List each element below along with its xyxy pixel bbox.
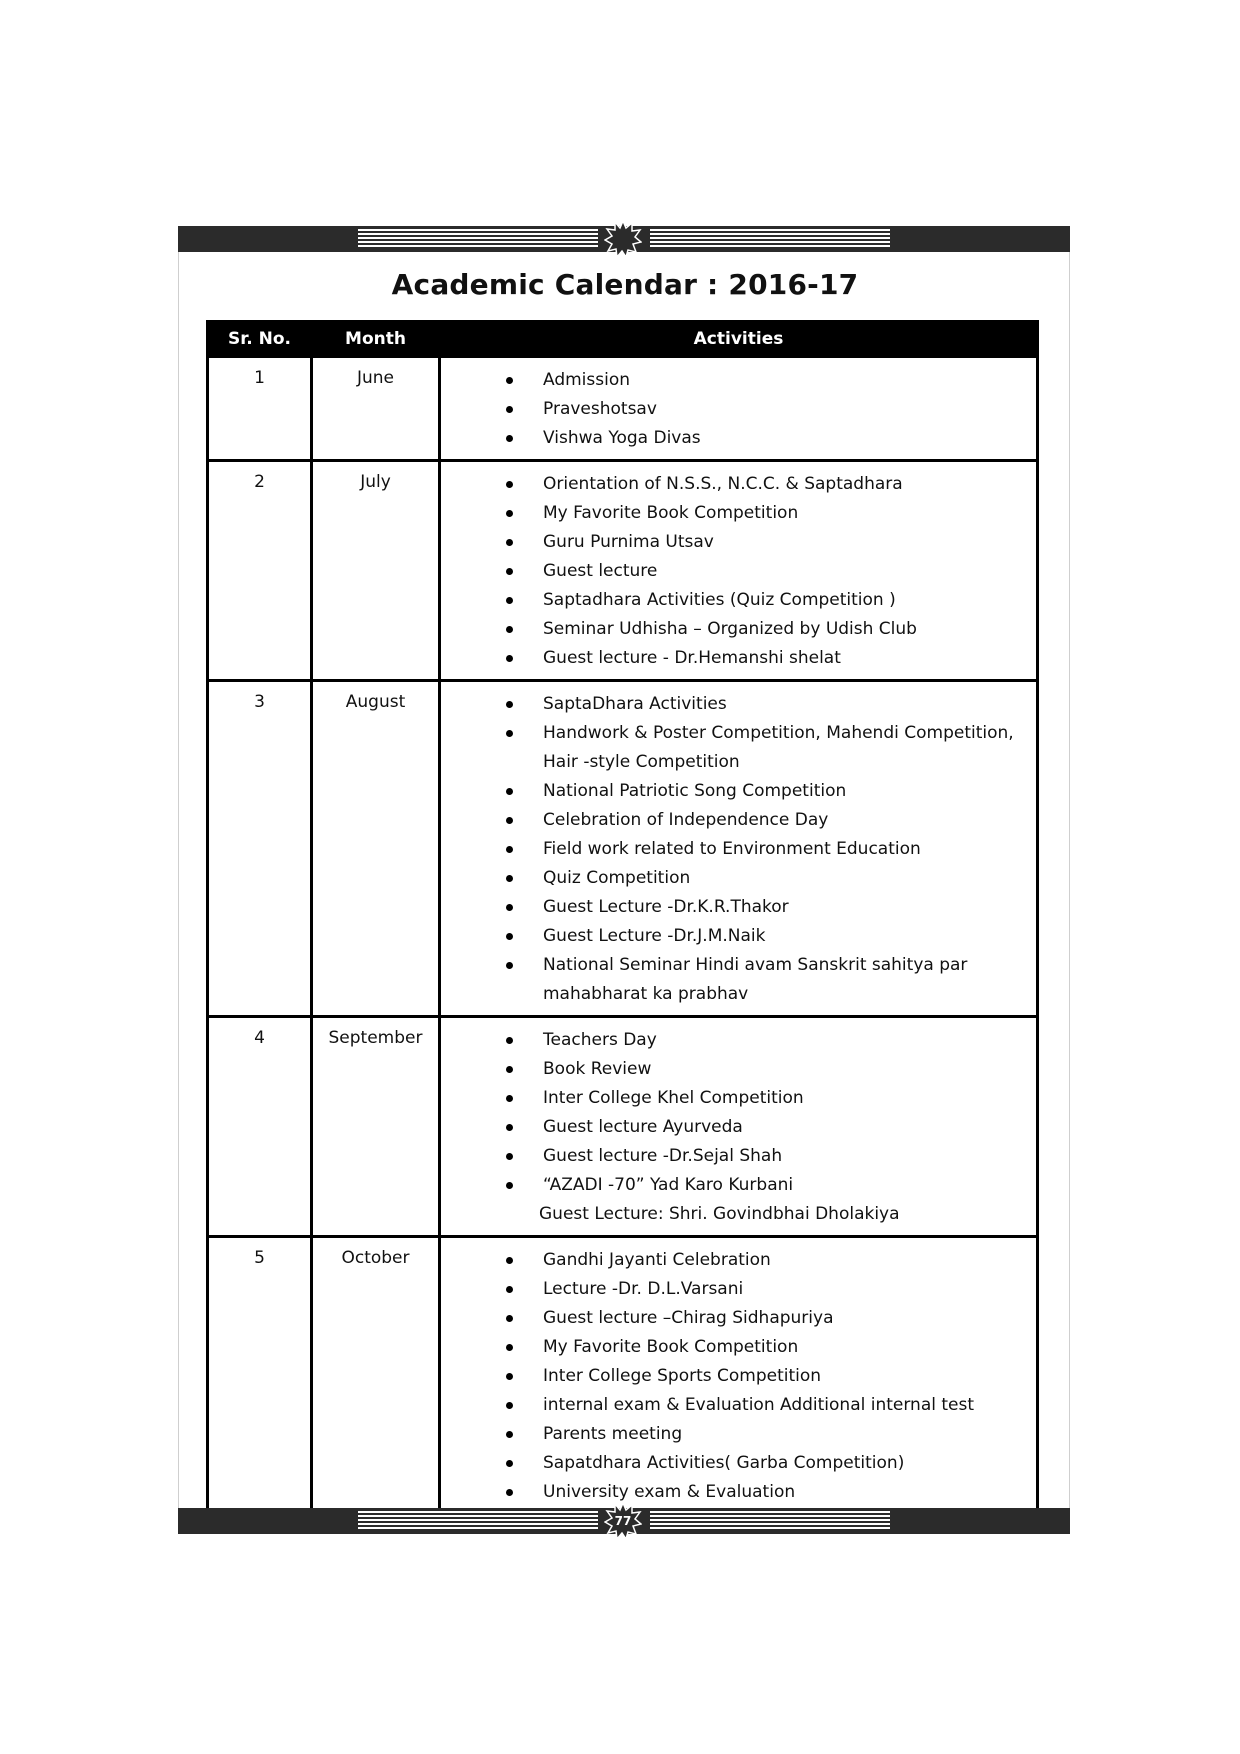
table-row bbox=[208, 1237, 1038, 1515]
activity-item: Praveshotsav bbox=[441, 395, 1026, 424]
activity-item: Guest Lecture -Dr.K.R.Thakor bbox=[441, 893, 1026, 922]
activity-item: Orientation of N.S.S., N.C.C. & Saptadhara bbox=[441, 470, 1026, 499]
sr-no-cell: 1 bbox=[208, 357, 312, 461]
page-number: 77 bbox=[614, 1514, 632, 1528]
activity-item: Guest lecture - Dr.Hemanshi shelat bbox=[441, 644, 1026, 673]
activities-cell bbox=[440, 681, 1038, 1017]
activity-item: National Patriotic Song Competition bbox=[441, 777, 1026, 806]
month-cell: August bbox=[312, 681, 440, 1017]
page-number-badge bbox=[604, 1502, 642, 1540]
sr-no-cell: 4 bbox=[208, 1017, 312, 1237]
activity-item: National Seminar Hindi avam Sanskrit sahitya par mahabharat ka prabhav bbox=[441, 951, 1026, 1009]
activity-item: Guest lecture -Dr.Sejal Shah bbox=[441, 1142, 1026, 1171]
activity-item: Guest lecture Ayurveda bbox=[441, 1113, 1026, 1142]
activity-item: internal exam & Evaluation Additional internal test bbox=[441, 1391, 1026, 1420]
activity-item: Quiz Competition bbox=[441, 864, 1026, 893]
activity-item: Parents meeting bbox=[441, 1420, 1026, 1449]
ornament-stripes-left bbox=[358, 1511, 598, 1531]
month-cell: September bbox=[312, 1017, 440, 1237]
activity-item: SaptaDhara Activities bbox=[441, 690, 1026, 719]
header-sr-no: Sr. No. bbox=[208, 322, 312, 357]
sr-no-cell: 3 bbox=[208, 681, 312, 1017]
activity-item: Book Review bbox=[441, 1055, 1026, 1084]
table-row bbox=[208, 461, 1038, 681]
ornament-stripes-left bbox=[358, 229, 598, 249]
table-row bbox=[208, 357, 1038, 461]
activities-cell bbox=[440, 1237, 1038, 1515]
activity-item: Inter College Khel Competition bbox=[441, 1084, 1026, 1113]
activity-item: Vishwa Yoga Divas bbox=[441, 424, 1026, 453]
activity-item: Admission bbox=[441, 366, 1026, 395]
ornament-badge-icon bbox=[604, 220, 642, 258]
academic-calendar-table bbox=[206, 320, 1039, 1516]
bottom-ornament-band bbox=[178, 1508, 1070, 1534]
activity-item: My Favorite Book Competition bbox=[441, 1333, 1026, 1362]
top-ornament-band bbox=[178, 226, 1070, 252]
activities-cell bbox=[440, 461, 1038, 681]
header-month: Month bbox=[312, 322, 440, 357]
activities-cell bbox=[440, 1017, 1038, 1237]
activity-item: Celebration of Independence Day bbox=[441, 806, 1026, 835]
activity-item: University exam & Evaluation bbox=[441, 1478, 1026, 1507]
activity-item: Guest lecture –Chirag Sidhapuriya bbox=[441, 1304, 1026, 1333]
activity-item: Teachers Day bbox=[441, 1026, 1026, 1055]
month-cell: June bbox=[312, 357, 440, 461]
activity-item: Guru Purnima Utsav bbox=[441, 528, 1026, 557]
table-row bbox=[208, 1017, 1038, 1237]
ornament-stripes-right bbox=[650, 1511, 890, 1531]
activity-list bbox=[441, 690, 1026, 1009]
activity-list bbox=[441, 1246, 1026, 1507]
activity-item: Seminar Udhisha – Organized by Udish Club bbox=[441, 615, 1026, 644]
table-header-row bbox=[208, 322, 1038, 357]
activity-item: Sapatdhara Activities( Garba Competition) bbox=[441, 1449, 1026, 1478]
activity-item: Field work related to Environment Education bbox=[441, 835, 1026, 864]
activity-item: Gandhi Jayanti Celebration bbox=[441, 1246, 1026, 1275]
activity-item: Saptadhara Activities (Quiz Competition ) bbox=[441, 586, 1026, 615]
activity-item: “AZADI -70” Yad Karo Kurbani bbox=[441, 1171, 1026, 1200]
page-title: Academic Calendar : 2016-17 bbox=[391, 268, 859, 301]
activity-item: Lecture -Dr. D.L.Varsani bbox=[441, 1275, 1026, 1304]
activity-note: Guest Lecture: Shri. Govindbhai Dholakiya bbox=[539, 1204, 900, 1224]
sr-no-cell: 5 bbox=[208, 1237, 312, 1515]
activity-item: Guest Lecture -Dr.J.M.Naik bbox=[441, 922, 1026, 951]
activities-cell bbox=[440, 357, 1038, 461]
activity-item: Guest lecture bbox=[441, 557, 1026, 586]
activity-list bbox=[441, 366, 1026, 453]
header-activities: Activities bbox=[440, 322, 1038, 357]
activity-item: Handwork & Poster Competition, Mahendi Competition, Hair -style Competition bbox=[441, 719, 1026, 777]
sr-no-cell: 2 bbox=[208, 461, 312, 681]
activity-item: My Favorite Book Competition bbox=[441, 499, 1026, 528]
activity-list bbox=[441, 470, 1026, 673]
month-cell: October bbox=[312, 1237, 440, 1515]
table-row bbox=[208, 681, 1038, 1017]
activity-list bbox=[441, 1026, 1026, 1229]
activity-item: Inter College Sports Competition bbox=[441, 1362, 1026, 1391]
ornament-stripes-right bbox=[650, 229, 890, 249]
month-cell: July bbox=[312, 461, 440, 681]
